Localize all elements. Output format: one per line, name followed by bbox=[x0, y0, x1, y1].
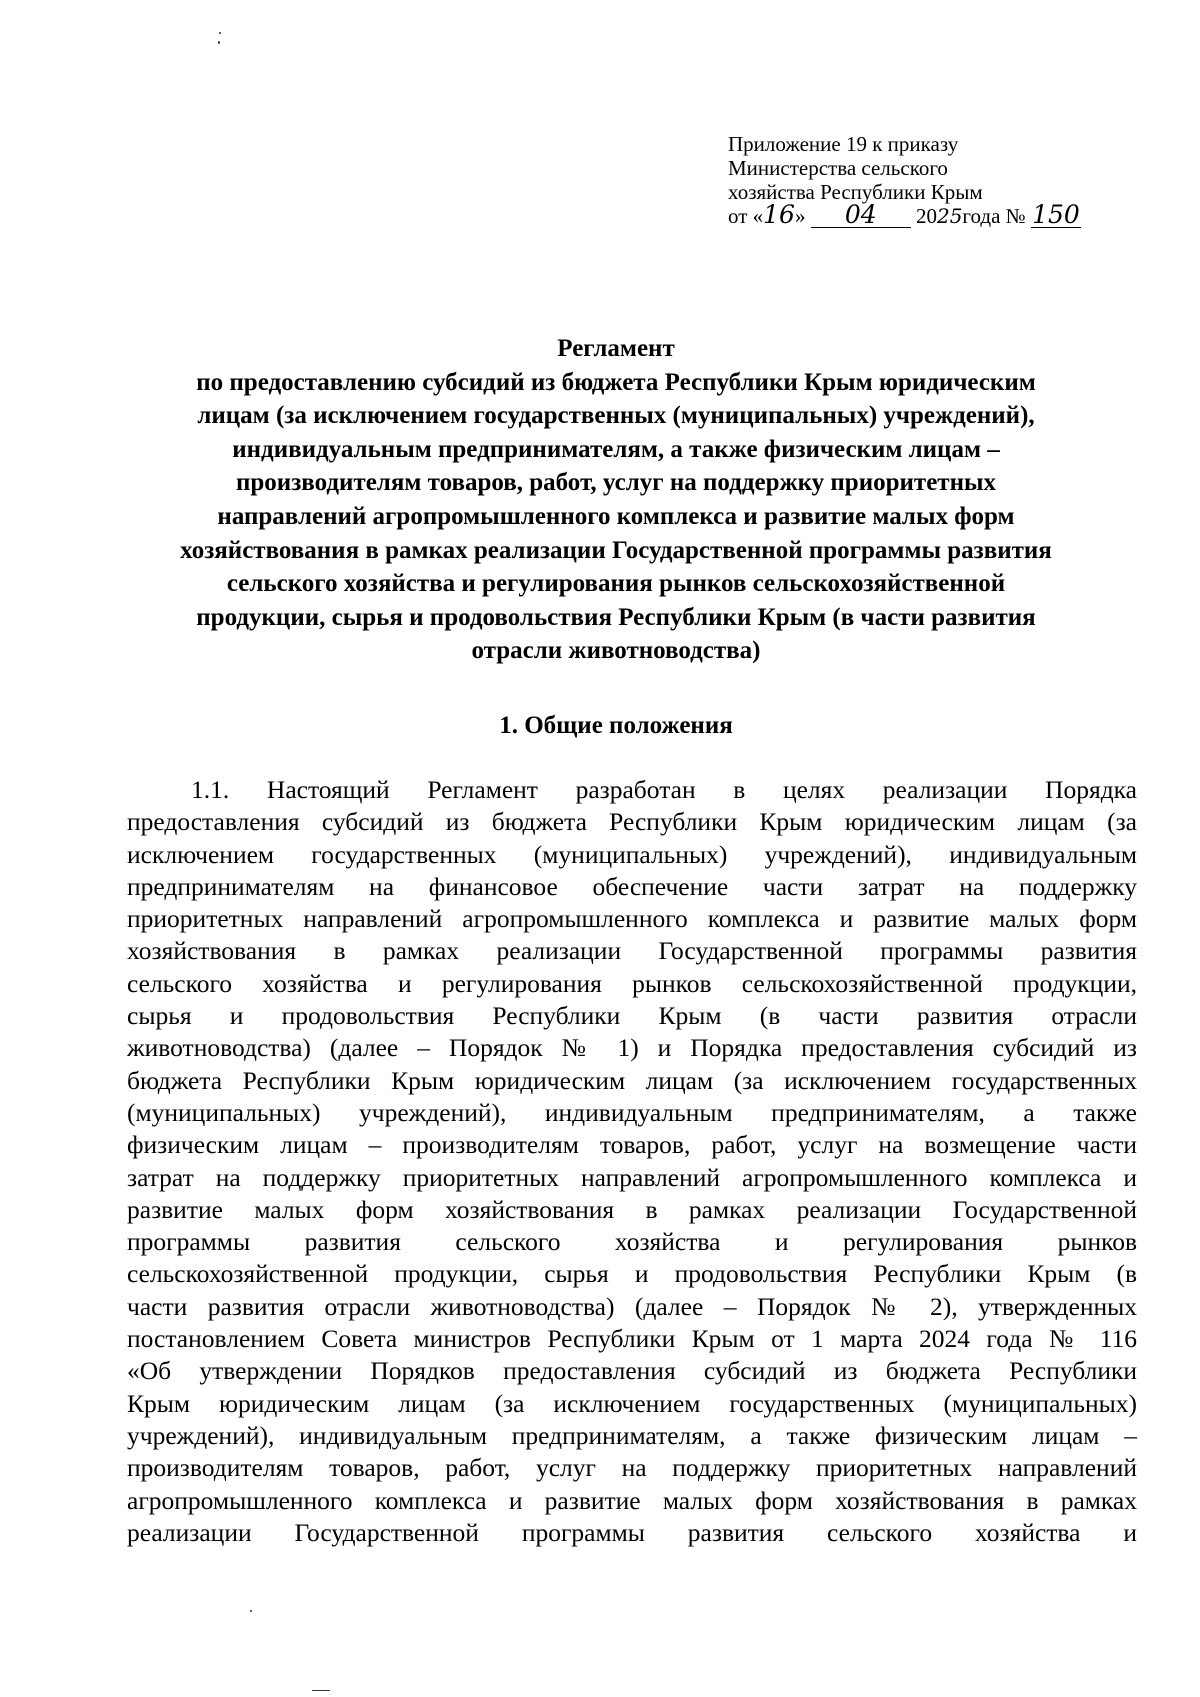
section-heading: 1. Общие положения bbox=[499, 712, 733, 739]
annex-date-line bbox=[728, 200, 1148, 229]
body-line: сельскохозяйственной продукции, сырья и продовольствия Республики Крым (в bbox=[127, 1259, 1137, 1289]
body-line: реализации Государственной программы развития сельского хозяйства и bbox=[127, 1517, 1137, 1547]
title-line: по предоставлению субсидий из бюджета Республики Крым юридическим bbox=[196, 368, 1036, 396]
year-prefix: 20 bbox=[915, 204, 937, 228]
body-line: учреждений), индивидуальным предпринимателям, а также физическим лицам – bbox=[127, 1420, 1137, 1450]
body-line: «Об утверждении Порядков предоставления субсидий из бюджета Республики bbox=[127, 1356, 1137, 1386]
title-line: направлений агропромышленного комплекса и развитие малых форм bbox=[217, 502, 1015, 530]
body-line: сельского хозяйства и регулирования рынков сельскохозяйственной продукции, bbox=[127, 968, 1137, 998]
scan-speck bbox=[312, 1690, 330, 1691]
handwritten-month: 04 bbox=[811, 205, 911, 228]
title-line: отрасли животноводства) bbox=[471, 637, 761, 665]
document-title bbox=[120, 332, 1112, 668]
title-line: хозяйствования в рамках реализации Государственной программы развития bbox=[180, 536, 1052, 564]
body-line: развитие малых форм хозяйствования в рамках реализации Государственной bbox=[127, 1194, 1137, 1224]
body-line: затрат на поддержку приоритетных направлений агропромышленного комплекса и bbox=[127, 1162, 1137, 1192]
scan-speck bbox=[218, 41, 220, 44]
body-line: сырья и продовольствия Республики Крым (в части развития отрасли bbox=[127, 1001, 1137, 1031]
body-line: бюджета Республики Крым юридическим лицам (за исключением государственных bbox=[127, 1065, 1137, 1095]
scan-speck bbox=[219, 32, 221, 34]
annex-line: хозяйства Республики Крым bbox=[728, 180, 983, 204]
body-line: хозяйствования в рамках реализации Государственной программы развития bbox=[127, 936, 1137, 966]
body-line: животноводства) (далее – Порядок № 1) и Порядка предоставления субсидий из bbox=[127, 1033, 1137, 1063]
title-line: лицам (за исключением государственных (муниципальных) учреждений), bbox=[197, 402, 1035, 430]
annex-line: Министерства сельского bbox=[728, 156, 948, 180]
title-line: продукции, сырья и продовольствия Республики Крым (в части развития bbox=[196, 603, 1036, 631]
date-mid: » bbox=[794, 204, 806, 228]
handwritten-year: 25 bbox=[936, 204, 963, 228]
annex-line: Приложение 19 к приказу bbox=[728, 132, 959, 156]
body-line: агропромышленного комплекса и развитие малых форм хозяйствования в рамках bbox=[127, 1485, 1137, 1515]
body-line: программы развития сельского хозяйства и регулирования рынков bbox=[127, 1227, 1137, 1257]
title-line: сельского хозяйства и регулирования рынков сельскохозяйственной bbox=[226, 570, 1006, 598]
handwritten-day: 16 bbox=[763, 200, 795, 229]
date-prefix: от « bbox=[728, 204, 764, 228]
body-line: физическим лицам – производителям товаров, работ, услуг на возмещение части bbox=[127, 1130, 1137, 1160]
scan-speck bbox=[250, 1610, 252, 1612]
body-line: Крым юридическим лицам (за исключением государственных (муниципальных) bbox=[127, 1388, 1137, 1418]
title-line: индивидуальным предпринимателям, а также физическим лицам – bbox=[232, 435, 1000, 463]
body-line: производителям товаров, работ, услуг на поддержку приоритетных направлений bbox=[127, 1453, 1137, 1483]
handwritten-number: 150 bbox=[1032, 200, 1080, 229]
title-line: производителям товаров, работ, услуг на поддержку приоритетных bbox=[236, 469, 996, 497]
body-line: предпринимателям на финансовое обеспечение части затрат на поддержку bbox=[127, 871, 1137, 901]
body-line: постановлением Совета министров Республики Крым от 1 марта 2024 года № 116 bbox=[127, 1324, 1137, 1354]
body-line: части развития отрасли животноводства) (далее – Порядок № 2), утвержденных bbox=[127, 1291, 1137, 1321]
annex-block bbox=[728, 132, 1148, 228]
body-line: (муниципальных) учреждений), индивидуальным предпринимателям, а также bbox=[127, 1097, 1137, 1127]
body-paragraph bbox=[127, 774, 1137, 1549]
title-line: Регламент bbox=[557, 335, 675, 362]
year-label: года № bbox=[962, 204, 1026, 228]
body-line: предоставления субсидий из бюджета Республики Крым юридическим лицам (за bbox=[127, 807, 1137, 837]
body-line: приоритетных направлений агропромышленного комплекса и развитие малых форм bbox=[127, 904, 1137, 934]
body-line: исключением государственных (муниципальных) учреждений), индивидуальным bbox=[127, 839, 1137, 869]
body-line: 1.1. Настоящий Регламент разработан в целях реализации Порядка bbox=[191, 775, 1137, 804]
